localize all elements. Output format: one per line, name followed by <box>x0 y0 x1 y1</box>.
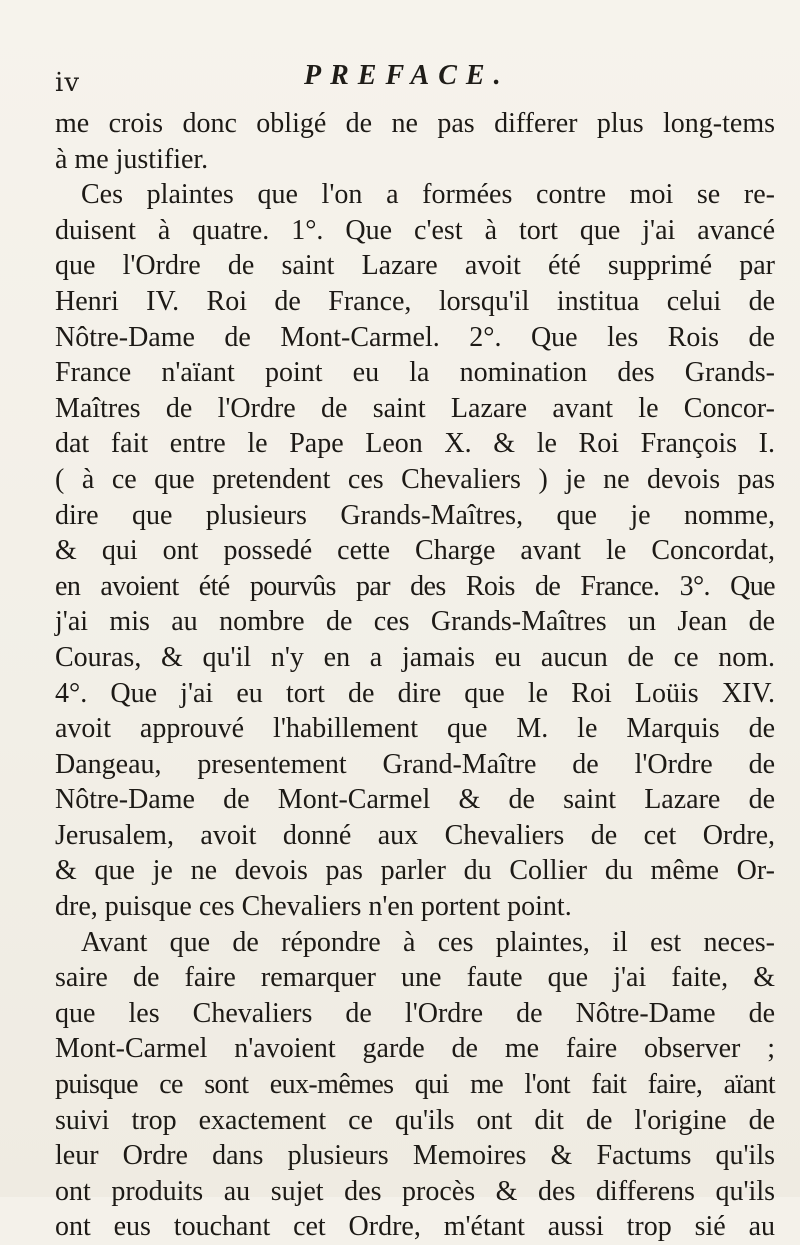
text-line: Couras, & qu'il n'y en a jamais eu aucun de ce nom. <box>55 641 775 673</box>
body-text <box>55 106 775 1245</box>
text-line: & que je ne devois pas parler du Collier du même Or- <box>55 855 775 887</box>
text-line: 4°. Que j'ai eu tort de dire que le Roi Loüis XIV. <box>55 677 775 709</box>
text-line: à me justifier. <box>55 143 209 175</box>
text-line: France n'aïant point eu la nomination des Grands- <box>55 357 775 389</box>
text-line: que les Chevaliers de l'Ordre de Nôtre-Dame de <box>55 997 775 1029</box>
text-line: ont produits au sujet des procès & des differens qu'ils <box>55 1175 775 1207</box>
text-line: que l'Ordre de saint Lazare avoit été supprimé par <box>55 250 775 282</box>
text-line: avoit approuvé l'habillement que M. le Marquis de <box>55 713 775 745</box>
text-line: leur Ordre dans plusieurs Memoires & Factums qu'ils <box>55 1140 775 1172</box>
text-line: Mont-Carmel n'avoient garde de me faire observer ; <box>55 1033 775 1065</box>
page-header <box>0 60 800 104</box>
text-line: Henri IV. Roi de France, lorsqu'il institua celui de <box>55 285 775 317</box>
text-line: Nôtre-Dame de Mont-Carmel. 2°. Que les Rois de <box>55 321 775 353</box>
text-line: duisent à quatre. 1°. Que c'est à tort que j'ai avancé <box>55 214 775 246</box>
text-line: Jerusalem, avoit donné aux Chevaliers de cet Ordre, <box>55 819 775 851</box>
text-line: en avoient été pourvûs par des Rois de France. 3°. Que <box>55 570 775 602</box>
text-line: ( à ce que pretendent ces Chevaliers ) je ne devois pas <box>55 463 775 495</box>
text-line: puisque ce sont eux-mêmes qui me l'ont fait faire, aïant <box>55 1069 775 1101</box>
text-line: ont eus touchant cet Ordre, m'étant aussi trop sié au <box>55 1211 775 1243</box>
text-line: Maîtres de l'Ordre de saint Lazare avant le Concor- <box>55 392 775 424</box>
text-line: Dangeau, presentement Grand-Maître de l'Ordre de <box>55 748 775 780</box>
text-line: dre, puisque ces Chevaliers n'en portent point. <box>55 891 572 923</box>
text-line: dire que plusieurs Grands-Maîtres, que je nomme, <box>55 499 775 531</box>
page-number: iv <box>55 68 81 98</box>
paragraph-start-line: Avant que de répondre à ces plaintes, il est neces- <box>81 926 775 958</box>
text-line: dat fait entre le Pape Leon X. & le Roi François I. <box>55 428 775 460</box>
text-line: j'ai mis au nombre de ces Grands-Maîtres un Jean de <box>55 606 775 638</box>
text-line: saire de faire remarquer une faute que j'ai faite, & <box>55 962 775 994</box>
paragraph-start-line: Ces plaintes que l'on a formées contre moi se re- <box>81 179 775 211</box>
text-line: me crois donc obligé de ne pas differer plus long-tems <box>55 108 775 139</box>
running-title: PREFACE. <box>304 60 510 91</box>
text-line: suivi trop exactement ce qu'ils ont dit de l'origine de <box>55 1104 775 1136</box>
text-line: & qui ont possedé cette Charge avant le Concordat, <box>55 535 775 567</box>
text-line: Nôtre-Dame de Mont-Carmel & de saint Lazare de <box>55 784 775 816</box>
